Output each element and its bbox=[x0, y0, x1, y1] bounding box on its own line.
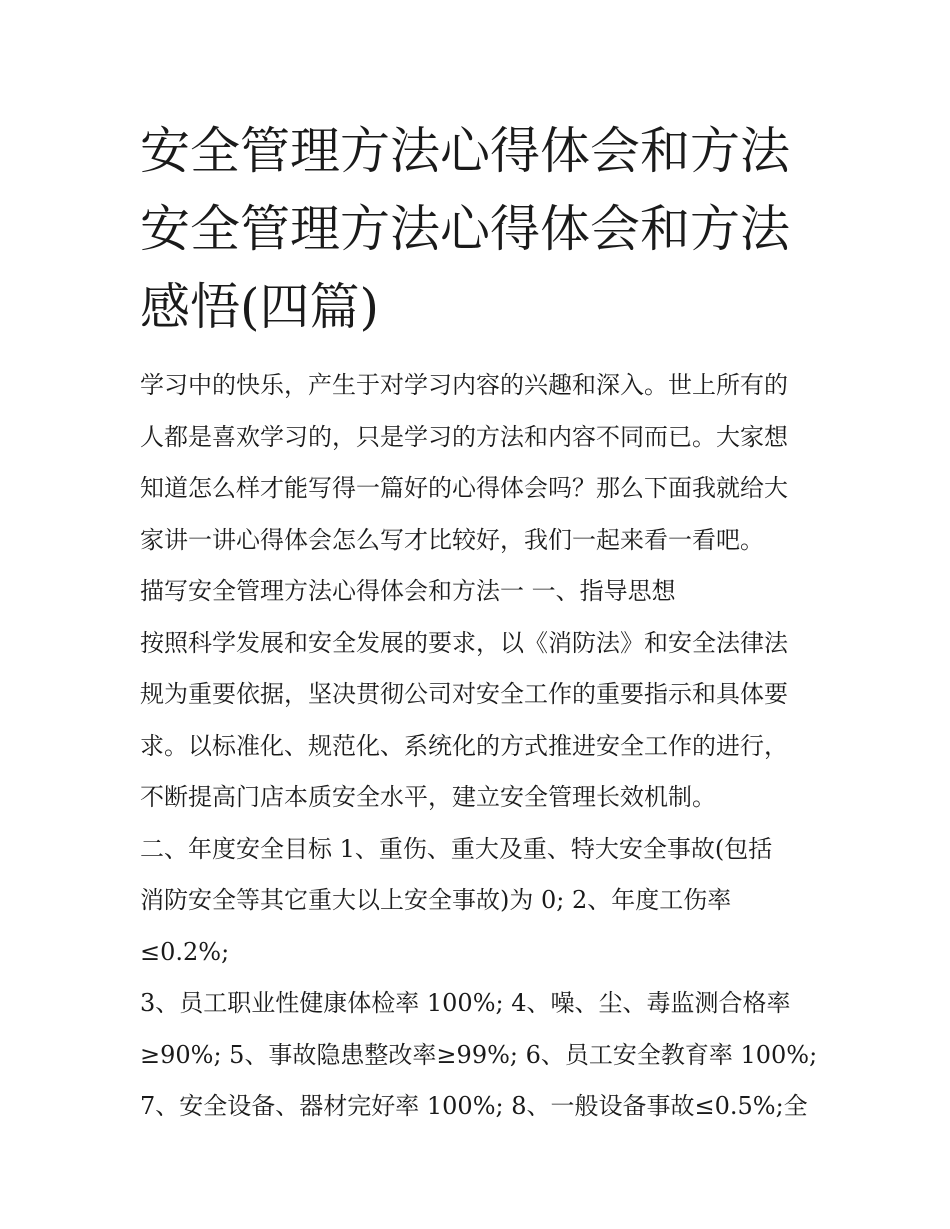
title-line-1: 安全管理方法心得体会和方法 bbox=[140, 122, 790, 180]
body-line-8: 求。以标准化、规范化、系统化的方式推进安全工作的进行， bbox=[140, 731, 788, 760]
body-line-15: 7、安全设备、器材完好率 100%; 8、一般设备事故≤0.5%;全 bbox=[140, 1092, 808, 1120]
body-line-4: 家讲一讲心得体会怎么写才比较好，我们一起来看一看吧。 bbox=[140, 525, 764, 554]
body-line-9: 不断提高门店本质安全水平，建立安全管理长效机制。 bbox=[140, 783, 716, 811]
title-line-2: 安全管理方法心得体会和方法 bbox=[140, 200, 790, 258]
body-line-7: 规为重要依据，坚决贯彻公司对安全工作的重要指示和具体要 bbox=[140, 680, 788, 708]
body-line-10: 二、年度安全目标 1、重伤、重大及重、特大安全事故(包括 bbox=[140, 834, 773, 863]
body-line-1: 学习中的快乐，产生于对学习内容的兴趣和深入。世上所有的 bbox=[140, 371, 788, 399]
body-line-14: ≥90%; 5、事故隐患整改率≥99%; 6、员工安全教育率 100%; bbox=[140, 1040, 818, 1069]
body-line-6: 按照科学发展和安全发展的要求，以《消防法》和安全法律法 bbox=[140, 628, 788, 657]
body-line-11: 消防安全等其它重大以上安全事故)为 0; 2、年度工伤率 bbox=[140, 886, 732, 914]
body-line-2: 人都是喜欢学习的，只是学习的方法和内容不同而已。大家想 bbox=[140, 422, 788, 451]
body-line-3: 知道怎么样才能写得一篇好的心得体会吗？那么下面我就给大 bbox=[140, 474, 788, 502]
body-line-13: 3、员工职业性健康体检率 100%; 4、噪、尘、毒监测合格率 bbox=[140, 989, 791, 1017]
body-line-12: ≤0.2%; bbox=[140, 937, 230, 966]
document-page bbox=[140, 112, 820, 1133]
body-line-5: 描写安全管理方法心得体会和方法一 一、指导思想 bbox=[140, 577, 676, 605]
title-line-3: 感悟(四篇) bbox=[140, 278, 380, 336]
document-title bbox=[140, 112, 820, 346]
document-body bbox=[140, 360, 820, 1133]
